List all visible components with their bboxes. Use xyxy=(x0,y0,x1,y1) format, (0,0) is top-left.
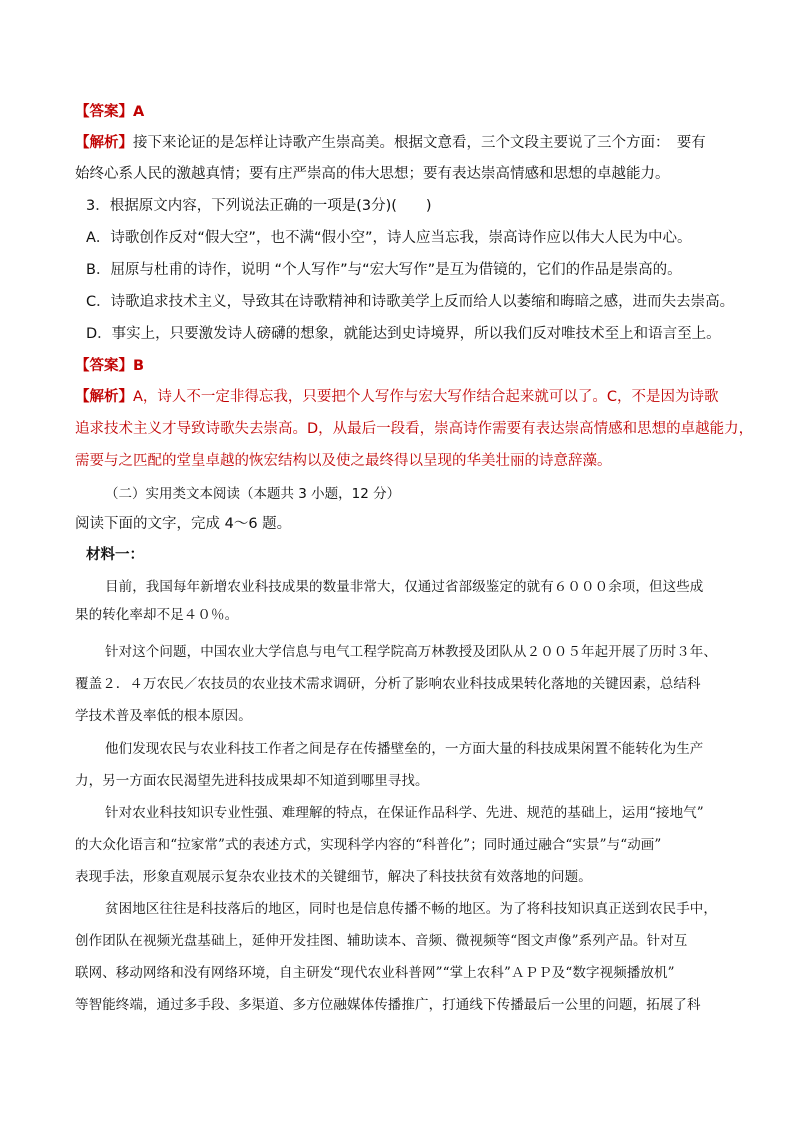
answer-value: A xyxy=(133,104,145,120)
question-stem: 3．根据原文内容，下列说法正确的一项是(3分)( ) xyxy=(86,198,432,214)
analysis-line-3 xyxy=(75,387,719,407)
paragraph-line: 果的转化率却不足４０％。 xyxy=(75,607,239,623)
analysis-line-2 xyxy=(75,164,670,184)
analysis-text: 始终心系人民的激越真情；要有庄严崇高的伟大思想；要有表达崇高情感和思想的卓越能力。 xyxy=(75,166,670,182)
paragraph-line: 针对这个问题，中国农业大学信息与电气工程学院高万林教授及团队从２００５年起开展了历时３年、 xyxy=(105,644,717,660)
paragraph-line: 学技术普及率低的根本原因。 xyxy=(75,708,252,724)
analysis-line-5: 需要与之匹配的堂皇卓越的恢宏结构以及使之最终得以呈现的华美壮丽的诗意辞藻。 xyxy=(75,453,612,469)
answer-tag: 【答案】 xyxy=(75,104,133,120)
answer-value: B xyxy=(133,358,145,374)
option-a: A．诗歌创作反对“假大空”，也不满“假小空”，诗人应当忘我，崇高诗作应以伟大人民为中心。 xyxy=(86,230,692,246)
option-b: B．屈原与杜甫的诗作，说明 “个人写作”与“宏大写作”是互为借镜的，它们的作品是崇高的。 xyxy=(86,262,682,278)
answer-line-1 xyxy=(75,102,144,122)
paragraph-line: 他们发现农民与农业科技工作者之间是存在传播壁垒的，一方面大量的科技成果闲置不能转化为生产 xyxy=(105,741,704,757)
reading-instruction: 阅读下面的文字，完成 4～6 题。 xyxy=(75,516,292,532)
paragraph-line: 目前，我国每年新增农业科技成果的数量非常大，仅通过省部级鉴定的就有６０００余项，但这些成 xyxy=(105,579,704,595)
option-c: C．诗歌追求技术主义，导致其在诗歌精神和诗歌美学上反而给人以萎缩和晦暗之感，进而失去崇高。 xyxy=(86,294,735,310)
analysis-text: 接下来论证的是怎样让诗歌产生崇高美。根据文意看，三个文段主要说了三个方面： 要有 xyxy=(133,135,706,151)
paragraph-line: 等智能终端，通过多手段、多渠道、多方位融媒体传播推广，打通线下传播最后一公里的问题，拓展了科 xyxy=(75,997,701,1013)
option-d: D．事实上，只要激发诗人磅礴的想象，就能达到史诗境界，所以我们反对唯技术至上和语言至上。 xyxy=(86,326,721,342)
paragraph-line: 贫困地区往往是科技落后的地区，同时也是信息传播不畅的地区。为了将科技知识真正送到农民手中， xyxy=(105,901,717,917)
paragraph-line: 表现手法，形象直观展示复杂农业技术的关键细节，解决了科技扶贫有效落地的问题。 xyxy=(75,869,592,885)
paragraph-line: 覆盖２．４万农民／农技员的农业技术需求调研，分析了影响农业科技成果转化落地的关键因素，总结科 xyxy=(75,676,701,692)
analysis-text: A，诗人不一定非得忘我，只要把个人写作与宏大写作结合起来就可以了。C，不是因为诗歌 xyxy=(133,389,719,405)
answer-line-2 xyxy=(75,356,144,376)
paragraph-line: 力，另一方面农民渴望先进科技成果却不知道到哪里寻找。 xyxy=(75,773,429,789)
answer-tag: 【答案】 xyxy=(75,358,133,374)
analysis-tag: 【解析】 xyxy=(75,389,133,405)
analysis-line-4: 追求技术主义才导致诗歌失去崇高。D，从最后一段看，崇高诗作需要有表达崇高情感和思想的卓越能力， xyxy=(75,421,754,437)
paragraph-line: 联网、移动网络和没有网络环境，自主研发“现代农业科普网”“掌上农科”ＡＰＰ及“数字视频播放机” xyxy=(75,965,675,981)
section-heading: （二）实用类文本阅读（本题共 3 小题，12 分） xyxy=(105,486,401,502)
analysis-tag: 【解析】 xyxy=(75,135,133,151)
paragraph-line: 的大众化语言和“拉家常”式的表述方式，实现科学内容的“科普化”；同时通过融合“实景”与“动画” xyxy=(75,837,662,853)
material-label: 材料一： xyxy=(86,547,144,563)
paragraph-line: 针对农业科技知识专业性强、难理解的特点，在保证作品科学、先进、规范的基础上，运用“接地气” xyxy=(105,805,704,821)
analysis-line-1 xyxy=(75,133,706,153)
paragraph-line: 创作团队在视频光盘基础上，延伸开发挂图、辅助读本、音频、微视频等“图文声像”系列产品。针对互 xyxy=(75,933,688,949)
